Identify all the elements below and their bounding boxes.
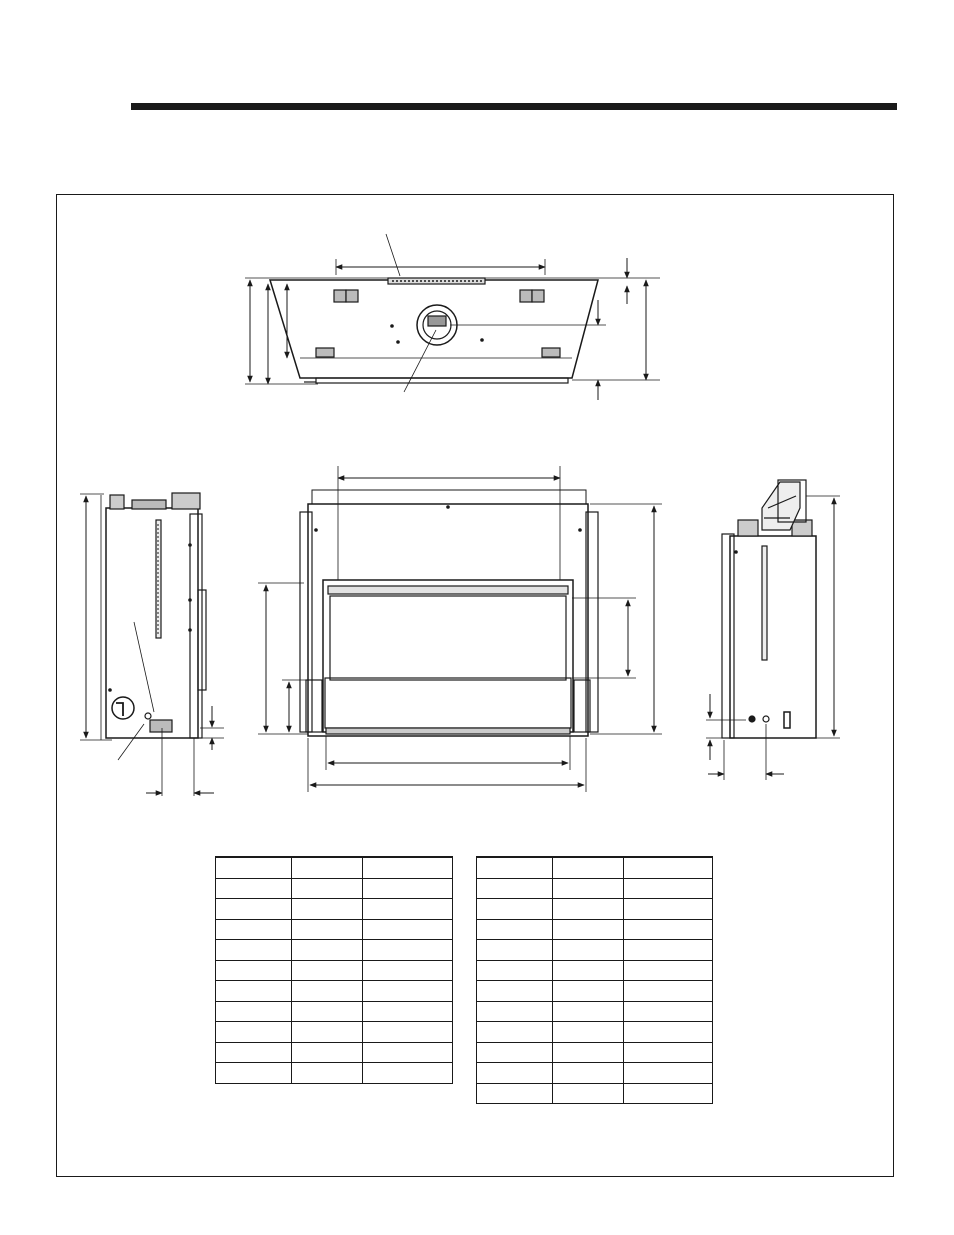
left-side-view — [80, 493, 224, 796]
table-row — [216, 1001, 453, 1022]
table-cell — [216, 1022, 292, 1043]
table-cell — [362, 940, 452, 961]
table-cell — [216, 919, 292, 940]
table-row — [216, 1042, 453, 1063]
table-cell — [362, 899, 452, 920]
table-cell — [552, 940, 623, 961]
table-cell — [623, 1001, 713, 1022]
table-row — [477, 919, 713, 940]
table-cell — [216, 1042, 292, 1063]
table-row — [477, 1063, 713, 1084]
table-cell — [291, 981, 362, 1002]
table-row — [216, 1022, 453, 1043]
table-cell — [552, 919, 623, 940]
front-view — [258, 466, 662, 792]
table-cell — [552, 1022, 623, 1043]
table-cell — [291, 1063, 362, 1084]
table-row — [477, 1001, 713, 1022]
table-cell — [291, 1042, 362, 1063]
table-cell — [216, 1001, 292, 1022]
table-cell — [291, 960, 362, 981]
table-row — [216, 899, 453, 920]
table-cell — [216, 940, 292, 961]
table-cell — [291, 1022, 362, 1043]
table-row — [477, 878, 713, 899]
table-cell — [552, 981, 623, 1002]
elbow-vent-icon — [762, 480, 806, 530]
table-cell — [477, 1022, 553, 1043]
table-cell — [552, 1042, 623, 1063]
table-cell — [552, 1083, 623, 1104]
table-cell — [477, 919, 553, 940]
table-cell — [623, 960, 713, 981]
table-cell — [362, 960, 452, 981]
table-cell — [291, 899, 362, 920]
table-cell — [291, 940, 362, 961]
table-cell — [623, 1042, 713, 1063]
table-cell — [362, 1063, 452, 1084]
table-row — [216, 878, 453, 899]
table-row — [477, 899, 713, 920]
table-row — [477, 857, 713, 878]
table-row — [477, 1083, 713, 1104]
table-row — [216, 981, 453, 1002]
table-cell — [477, 960, 553, 981]
table-cell — [552, 1001, 623, 1022]
table-cell — [623, 1083, 713, 1104]
table-cell — [477, 1001, 553, 1022]
table-cell — [623, 899, 713, 920]
table-row — [216, 857, 453, 878]
table-cell — [477, 857, 553, 878]
table-cell — [216, 1063, 292, 1084]
right-side-view — [706, 480, 840, 780]
dimension-table-right — [476, 856, 713, 1104]
table-cell — [362, 981, 452, 1002]
table-row — [216, 940, 453, 961]
table-cell — [552, 899, 623, 920]
table-cell — [291, 878, 362, 899]
table-cell — [552, 857, 623, 878]
table-cell — [477, 940, 553, 961]
table-cell — [623, 1063, 713, 1084]
table-cell — [477, 878, 553, 899]
table-cell — [291, 919, 362, 940]
table-cell — [362, 878, 452, 899]
table-cell — [552, 960, 623, 981]
dimension-table-left — [215, 856, 453, 1084]
table-row — [477, 1022, 713, 1043]
table-cell — [216, 899, 292, 920]
table-cell — [362, 857, 452, 878]
table-row — [477, 940, 713, 961]
table-cell — [362, 919, 452, 940]
table-cell — [552, 878, 623, 899]
table-row — [477, 981, 713, 1002]
table-cell — [477, 1083, 553, 1104]
top-view — [245, 234, 660, 400]
top-bracket-right — [520, 290, 544, 302]
table-cell — [623, 1022, 713, 1043]
table-cell — [362, 1022, 452, 1043]
table-cell — [552, 1063, 623, 1084]
table-cell — [477, 1042, 553, 1063]
table-cell — [291, 1001, 362, 1022]
table-row — [216, 960, 453, 981]
table-cell — [623, 878, 713, 899]
table-cell — [623, 919, 713, 940]
table-row — [477, 1042, 713, 1063]
table-cell — [477, 899, 553, 920]
table-cell — [477, 981, 553, 1002]
table-cell — [216, 960, 292, 981]
table-cell — [216, 878, 292, 899]
table-cell — [623, 940, 713, 961]
bottom-bracket-right — [542, 348, 560, 357]
table-cell — [623, 981, 713, 1002]
table-row — [216, 1063, 453, 1084]
table-cell — [477, 1063, 553, 1084]
table-cell — [216, 857, 292, 878]
top-bracket-left — [334, 290, 358, 302]
table-cell — [216, 981, 292, 1002]
table-row — [477, 960, 713, 981]
table-cell — [623, 857, 713, 878]
table-cell — [291, 857, 362, 878]
table-cell — [362, 1042, 452, 1063]
table-cell — [362, 1001, 452, 1022]
table-row — [216, 919, 453, 940]
bottom-bracket-left — [316, 348, 334, 357]
